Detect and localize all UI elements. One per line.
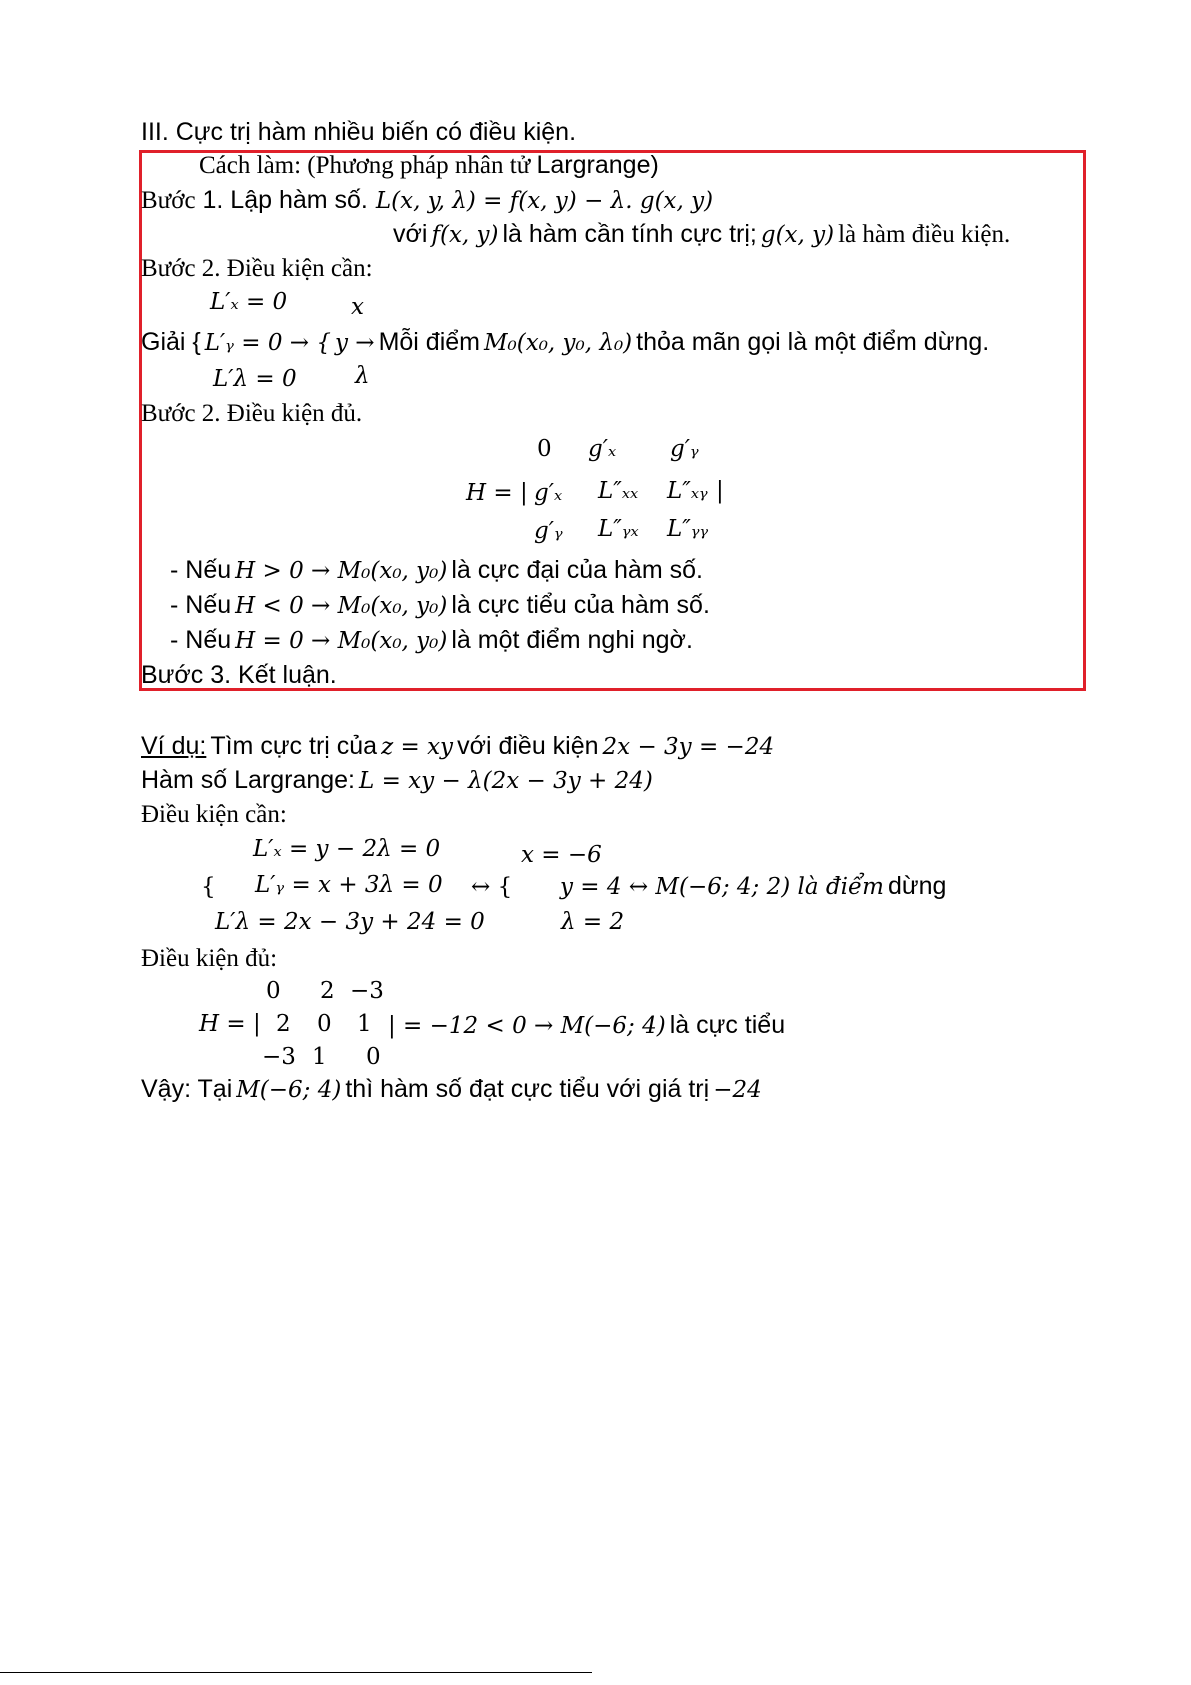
example-label: Ví dụ:: [141, 732, 207, 760]
solution-lambda: λ = 2: [561, 909, 625, 935]
h-cell: 0: [366, 1044, 381, 1070]
hessian-cell: 0: [537, 436, 552, 462]
hessian-cell: g′ᵧ: [534, 518, 563, 544]
h-cell: −3: [262, 1044, 296, 1070]
case-doubt: - Nếu H = 0 → M₀(x₀, y₀) là một điểm nghi ngờ.: [170, 626, 693, 654]
hessian-prefix: H = |: [466, 480, 528, 506]
hessian-cell: L″ᵧₓ: [598, 516, 639, 542]
section-title: III. Cực trị hàm nhiều biến có điều kiện.: [141, 118, 577, 146]
hessian-cell: L″ₓₓ: [598, 478, 639, 504]
h-cell: 2: [320, 978, 335, 1004]
method-heading: Cách làm: (Phương pháp nhân tử Largrange): [199, 151, 659, 179]
brace-left: {: [201, 874, 216, 900]
system-row-1: L′ₓ = 0: [210, 289, 288, 315]
example-eq-2: L′ᵧ = x + 3λ = 0: [255, 872, 443, 898]
system-row-1-var: x: [351, 294, 364, 320]
equiv-brace: ↔ {: [471, 874, 513, 900]
step1-note: với f(x, y) là hàm cần tính cực trị; g(x, y) là hàm điều kiện.: [393, 220, 1011, 248]
step3: Bước 3. Kết luận.: [141, 661, 337, 689]
h-cell: −3: [350, 978, 384, 1004]
footnote-divider: [0, 1672, 592, 1673]
h-result: | = −12 < 0 → M(−6; 4) là cực tiểu: [388, 1011, 786, 1039]
h-cell: 0: [317, 1011, 332, 1037]
hessian-cell: g′ₓ: [534, 480, 563, 506]
hessian-cell: L″ₓᵧ: [667, 478, 708, 504]
step2-title: Bước 2. Điều kiện cần:: [141, 255, 373, 282]
solve-line: Giải { L′ᵧ = 0 → { y → Mỗi điểm M₀(x₀, y₀, λ₀) thỏa mãn gọi là một điểm dừng.: [141, 328, 990, 356]
h-cell: 1: [357, 1011, 372, 1037]
hessian-cell: g′ᵧ: [670, 436, 699, 462]
hessian-cell: L″ᵧᵧ: [667, 516, 709, 542]
h-cell: 2: [276, 1011, 291, 1037]
h-cell: 1: [312, 1044, 327, 1070]
lagrange-line: Hàm số Largrange: L = xy − λ(2x − 3y + 24): [141, 766, 653, 794]
system-row-3: L′λ = 0: [213, 366, 297, 392]
h-cell: 0: [266, 978, 281, 1004]
sufficient-title: Điều kiện đủ:: [141, 945, 278, 972]
case-max: - Nếu H > 0 → M₀(x₀, y₀) là cực đại của hàm số.: [170, 556, 703, 584]
h-prefix: H = |: [199, 1011, 261, 1037]
example-intro: Ví dụ: Tìm cực trị của z = xy với điều kiện 2x − 3y = −24: [141, 732, 775, 760]
solution-y: y = 4 ↔ M(−6; 4; 2) là điểm dừng: [560, 872, 947, 900]
hessian-suffix: |: [716, 478, 724, 504]
conclusion: Vậy: Tại M(−6; 4) thì hàm số đạt cực tiểu với giá trị −24: [141, 1075, 762, 1103]
example-eq-1: L′ₓ = y − 2λ = 0: [253, 836, 441, 862]
hessian-cell: g′ₓ: [588, 436, 617, 462]
case-min: - Nếu H < 0 → M₀(x₀, y₀) là cực tiểu của hàm số.: [170, 591, 710, 619]
system-row-3-var: λ: [355, 363, 370, 389]
solution-x: x = −6: [521, 842, 602, 868]
necessary-title: Điều kiện cần:: [141, 801, 287, 828]
step2b-title: Bước 2. Điều kiện đủ.: [141, 400, 363, 427]
step1-line: Bước 1. Lập hàm số. L(x, y, λ) = f(x, y) − λ. g(x, y): [141, 186, 714, 214]
example-eq-3: L′λ = 2x − 3y + 24 = 0: [215, 909, 485, 935]
